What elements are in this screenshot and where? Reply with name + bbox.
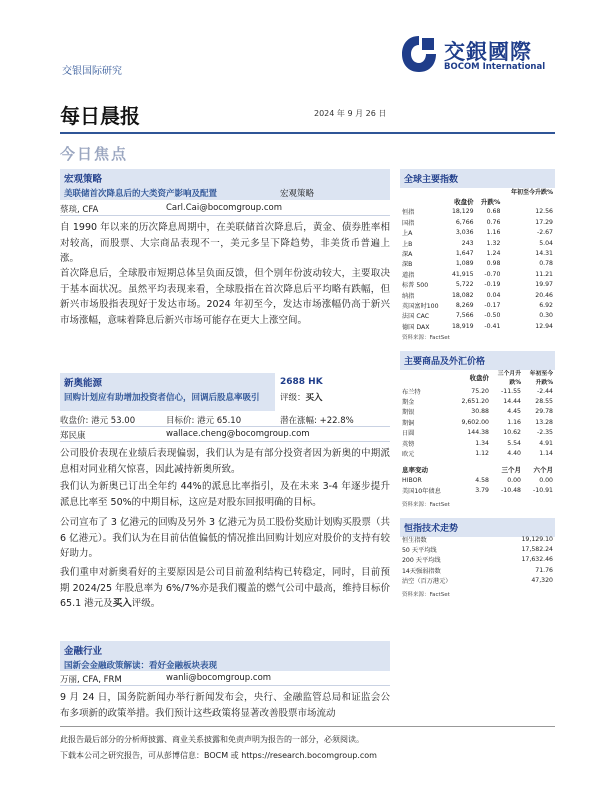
- table-row: [400, 486, 555, 496]
- cell-value: 10.62: [503, 429, 521, 437]
- cell-value: 30.88: [471, 408, 489, 416]
- cell-value: -0.41: [484, 322, 501, 330]
- cell-value: -2.67: [536, 229, 553, 237]
- cell-value: 12.56: [535, 208, 553, 216]
- table-row: [400, 448, 555, 458]
- row-label: 上A: [402, 230, 413, 238]
- rating-label: 评级：: [280, 393, 306, 403]
- paragraph-text: 评级。: [131, 598, 161, 610]
- cell-value: 3,036: [455, 229, 474, 237]
- table-row: [400, 217, 555, 227]
- table-row: [400, 311, 555, 321]
- rating-value: 买入: [305, 393, 323, 403]
- row-label: 日圆: [402, 430, 415, 438]
- cell-value: 28.55: [535, 398, 553, 406]
- table-row: [400, 280, 555, 290]
- cell-value: 1,647: [455, 250, 474, 258]
- cell-value: 20.46: [535, 291, 553, 299]
- cell-value: 6,766: [455, 218, 474, 226]
- section-headline: 美联储首次降息后的大类资产影响及配置: [64, 189, 218, 199]
- cell-value: -10.48: [501, 487, 521, 495]
- cell-value: 75.20: [471, 387, 489, 395]
- cell-value: -2.35: [536, 429, 553, 437]
- cell-value: 7,566: [455, 312, 474, 320]
- stock-code: 2688 HK: [280, 377, 323, 387]
- row-label: 英国富时100: [402, 302, 439, 310]
- section-headline: 回购计划应有助增加投资者信心，回调后股息率吸引: [64, 393, 260, 403]
- cell-value: -11.55: [501, 387, 521, 395]
- col-chg: 升跌%: [480, 198, 501, 207]
- row-label: 期银: [402, 409, 415, 417]
- divider: [60, 132, 555, 134]
- footer-disclaimer: 此报告最后部分的分析师披露、商业关系披露和免责声明为报告的一部分，必须阅读。: [60, 735, 364, 744]
- table-row: [400, 396, 555, 406]
- table-row: [400, 207, 555, 217]
- cell-value: 19.97: [535, 281, 553, 289]
- cell-value: 0.04: [486, 291, 501, 299]
- cell-value: 1.24: [486, 250, 501, 258]
- cell-value: 14.31: [535, 250, 553, 258]
- paragraph-text: 我们重申对新奥看好的主要原因是公司目前盈利结构已转稳定，同时，目前预期 2024/25 年股息率为 6%/7%亦是我们覆盖的燃气公司中最高，维持目标价 65.1 港元及: [60, 567, 390, 610]
- table-row: [400, 438, 555, 448]
- source-note: 资料来源：FactSet: [402, 335, 450, 341]
- rating-label: 宏观策略: [280, 189, 315, 199]
- cell-value: 11.21: [535, 270, 553, 278]
- commodities-table: [400, 368, 555, 496]
- analyst-email[interactable]: wallace.cheng@bocomgroup.com: [166, 429, 310, 439]
- table-row: [400, 555, 555, 565]
- report-date: 2024 年 9 月 26 日: [314, 109, 387, 118]
- cell-value: 1.12: [475, 450, 489, 458]
- row-label: 德国 DAX: [402, 323, 430, 331]
- col-close: 收盘价: [469, 373, 489, 382]
- cell-value: 0.76: [486, 218, 501, 226]
- section-industry: [60, 641, 390, 671]
- table-row: [400, 544, 555, 554]
- cell-value: 1.34: [475, 439, 489, 447]
- page-title: 每日晨报: [60, 104, 140, 128]
- analyst-name: 万丽, CFA, FRM: [60, 675, 122, 685]
- rate-label: 息率变动: [402, 466, 428, 475]
- paragraph: 公司宣布了 3 亿港元的回购及另外 3 亿港元为员工股份奖励计划购买股票（共 6 亿港元）。我们认为在目前估值偏低的情况推出回购计划应对股价的支持有较好助力。: [60, 517, 390, 560]
- row-label: 恒指: [402, 209, 415, 217]
- cell-value: 17.29: [535, 218, 553, 226]
- row-label: 布兰特: [402, 388, 421, 396]
- table-row: [400, 228, 555, 238]
- rating-emphasis: 买入: [112, 598, 132, 610]
- cell-value: 5,722: [455, 281, 474, 289]
- cell-value: 4.91: [539, 439, 553, 447]
- source-note: 资料来源：FactSet: [402, 592, 450, 598]
- indices-table: [400, 186, 555, 331]
- cell-value: 1,089: [455, 260, 474, 268]
- upside: 潜在涨幅: +22.8%: [280, 416, 354, 426]
- table-row: [400, 238, 555, 248]
- row-label: 期铜: [402, 419, 415, 427]
- cell-value: 71.76: [535, 566, 553, 574]
- cell-value: 1.16: [507, 418, 521, 426]
- cell-value: 4.58: [475, 476, 489, 484]
- cell-value: 18,919: [451, 322, 474, 330]
- cell-value: 12.94: [535, 322, 553, 330]
- cell-value: 0.68: [486, 208, 501, 216]
- section-macro: [60, 169, 390, 200]
- cell-value: 41,915: [451, 270, 474, 278]
- table-row: [400, 565, 555, 575]
- target-price: 目标价: 港元 65.10: [166, 416, 242, 426]
- footer-download: 下载本公司之研究报告，可从彭博信息：BOCM 或 https://research.bocomgroup.com: [60, 751, 377, 760]
- table-row: [400, 248, 555, 258]
- table-row: [400, 576, 555, 586]
- row-label: 纳指: [402, 292, 415, 300]
- analyst-email[interactable]: wanli@bocomgroup.com: [166, 673, 272, 683]
- indices-header: 全球主要指数: [400, 169, 555, 188]
- analyst-name: 蔡琰, CFA: [60, 205, 99, 215]
- cell-value: 243: [461, 239, 474, 247]
- cell-value: -0.70: [484, 270, 501, 278]
- commodities-header: 主要商品及外汇价格: [400, 351, 555, 370]
- table-row: [400, 259, 555, 269]
- cell-value: 0.00: [539, 476, 553, 484]
- table-row: [400, 417, 555, 427]
- paragraph: 9 月 24 日，国务院新闻办举行新闻发布会，央行、金融监管总局和证监会公布多项新的政策举措。我们预计这些政策将显著改善股票市场流动: [60, 692, 390, 719]
- cell-value: 3.79: [475, 487, 489, 495]
- table-row: [400, 300, 555, 310]
- row-label: 深A: [402, 251, 413, 259]
- cell-value: 17,582.24: [521, 546, 553, 554]
- paragraph: 公司股价表现在业绩后表现偏弱，我们认为是有部分投资者因为新奥的中期派息相对同业稍欠惊喜，因此减持新奥所致。: [60, 448, 390, 475]
- section-tag: 金融行业: [64, 646, 103, 657]
- section-subtitle: 今日焦点: [60, 145, 129, 163]
- cell-value: 144.38: [467, 429, 489, 437]
- section-tag: 新奥能源: [64, 378, 103, 389]
- table-row: [400, 407, 555, 417]
- row-label: 深B: [402, 261, 413, 269]
- cell-value: 18,082: [451, 291, 474, 299]
- col-ytd: 年初至今升跌%: [529, 371, 553, 386]
- row-label: 英镑: [402, 440, 415, 448]
- cell-value: 8,269: [455, 301, 474, 309]
- source-note: 资料来源：FactSet: [402, 502, 450, 508]
- table-row: [400, 386, 555, 396]
- row-label: 美国10年债息: [402, 488, 441, 496]
- bocom-logo-icon: [400, 34, 438, 74]
- row-label: 法国 CAC: [402, 313, 430, 321]
- cell-value: 17,632.46: [521, 556, 553, 564]
- close-price: 收盘价: 港元 53.00: [60, 416, 136, 426]
- row-label: 期金: [402, 399, 415, 407]
- cell-value: 0.00: [507, 476, 521, 484]
- paragraph: 自 1990 年以来的历次降息周期中，在美联储首次降息后，黄金、债券胜率相对较高，而股票、大宗商品表现不一，美元多呈下降趋势，非美货币普遍上涨。: [60, 222, 390, 265]
- paragraph: 首次降息后，全球股市短期总体呈负面反馈，但个别年份波动较大，主要取决于基本面状况。虽然平均表现来看，全球股指在首次降息后平均略有跌幅，但新兴市场股指表现好于发达市场。2024 年初至今，发达市场涨幅仍高于新兴市场涨幅，意味着降息后新兴市场可能存在更大上涨空间。: [60, 268, 390, 326]
- paragraph: 我们认为新奥已订出全年约 44%的派息比率指引，及在未来 3-4 年逐步提升派息比率至 50%的中期目标，这应是对股东回报明确的目标。: [60, 481, 390, 508]
- cell-value: 6.92: [539, 301, 553, 309]
- row-label: 国指: [402, 219, 415, 227]
- cell-value: 18,129: [451, 208, 474, 216]
- cell-value: 4.40: [507, 450, 521, 458]
- row-label: 200 天平均线: [402, 557, 441, 565]
- row-label: 恒生指数: [402, 536, 427, 544]
- cell-value: -0.50: [484, 312, 501, 320]
- cell-value: 47,320: [531, 577, 553, 585]
- cell-value: 5.54: [507, 439, 521, 447]
- row-label: 道指: [402, 271, 415, 279]
- row-label: 欧元: [402, 451, 415, 459]
- row-label: 50 天平均线: [402, 547, 437, 555]
- col-close: 收盘价: [454, 198, 474, 207]
- row-label: 沽空（百万港元）: [402, 578, 452, 586]
- cell-value: -0.19: [484, 281, 501, 289]
- cell-value: 0.98: [486, 260, 501, 268]
- table-row: [400, 290, 555, 300]
- logo-cn: 交銀國際: [444, 40, 532, 64]
- row-label: 14天强弱指数: [402, 567, 441, 575]
- table-row: [400, 475, 555, 485]
- table-row: [400, 321, 555, 331]
- cell-value: 13.28: [535, 418, 553, 426]
- brand-label: 交银国际研究: [62, 66, 122, 77]
- cell-value: 0.78: [539, 260, 553, 268]
- tech-table: [400, 534, 555, 586]
- cell-value: -0.17: [484, 301, 501, 309]
- cell-value: 29.78: [535, 408, 553, 416]
- cell-value: 0.30: [539, 312, 553, 320]
- footer-divider: [60, 726, 555, 727]
- cell-value: -10.91: [533, 487, 553, 495]
- paragraph: [60, 565, 390, 612]
- rating-row: [280, 391, 323, 403]
- row-label: HIBOR: [402, 476, 422, 484]
- row-label: 上B: [402, 240, 413, 248]
- analyst-email[interactable]: Carl.Cai@bocomgroup.com: [166, 203, 282, 213]
- table-row: [400, 269, 555, 279]
- cell-value: 14.44: [503, 398, 521, 406]
- cell-value: 2,651.20: [461, 398, 489, 406]
- section-tag: 宏观策略: [64, 174, 103, 185]
- cell-value: 9,602.00: [461, 418, 489, 426]
- analyst-name: 郑民康: [60, 431, 86, 441]
- cell-value: 1.16: [486, 229, 501, 237]
- logo-en: BOCOM International: [444, 62, 546, 72]
- cell-value: 4.45: [507, 408, 521, 416]
- price-row: [60, 414, 390, 427]
- analyst-row: [60, 429, 390, 442]
- col-6m: 六个月: [533, 466, 553, 475]
- table-row: [400, 534, 555, 544]
- section-company: [60, 373, 275, 411]
- section-headline: 国新会金融政策解读：看好金融板块表现: [64, 661, 218, 671]
- table-row: [400, 428, 555, 438]
- row-label: 标普 500: [402, 282, 429, 290]
- cell-value: 1.14: [539, 450, 553, 458]
- cell-value: -2.44: [536, 387, 553, 395]
- analyst-row: [60, 203, 390, 216]
- col-3m: 三个月: [501, 466, 521, 475]
- cell-value: 19,129.10: [521, 535, 553, 543]
- col-3m: 三个月升跌%: [497, 371, 521, 386]
- col-ytd: 年初至今升跌%: [510, 188, 553, 196]
- tech-header: 恒指技术走势: [400, 518, 555, 537]
- cell-value: 5.04: [539, 239, 553, 247]
- analyst-row: [60, 673, 390, 686]
- cell-value: 1.32: [486, 239, 501, 247]
